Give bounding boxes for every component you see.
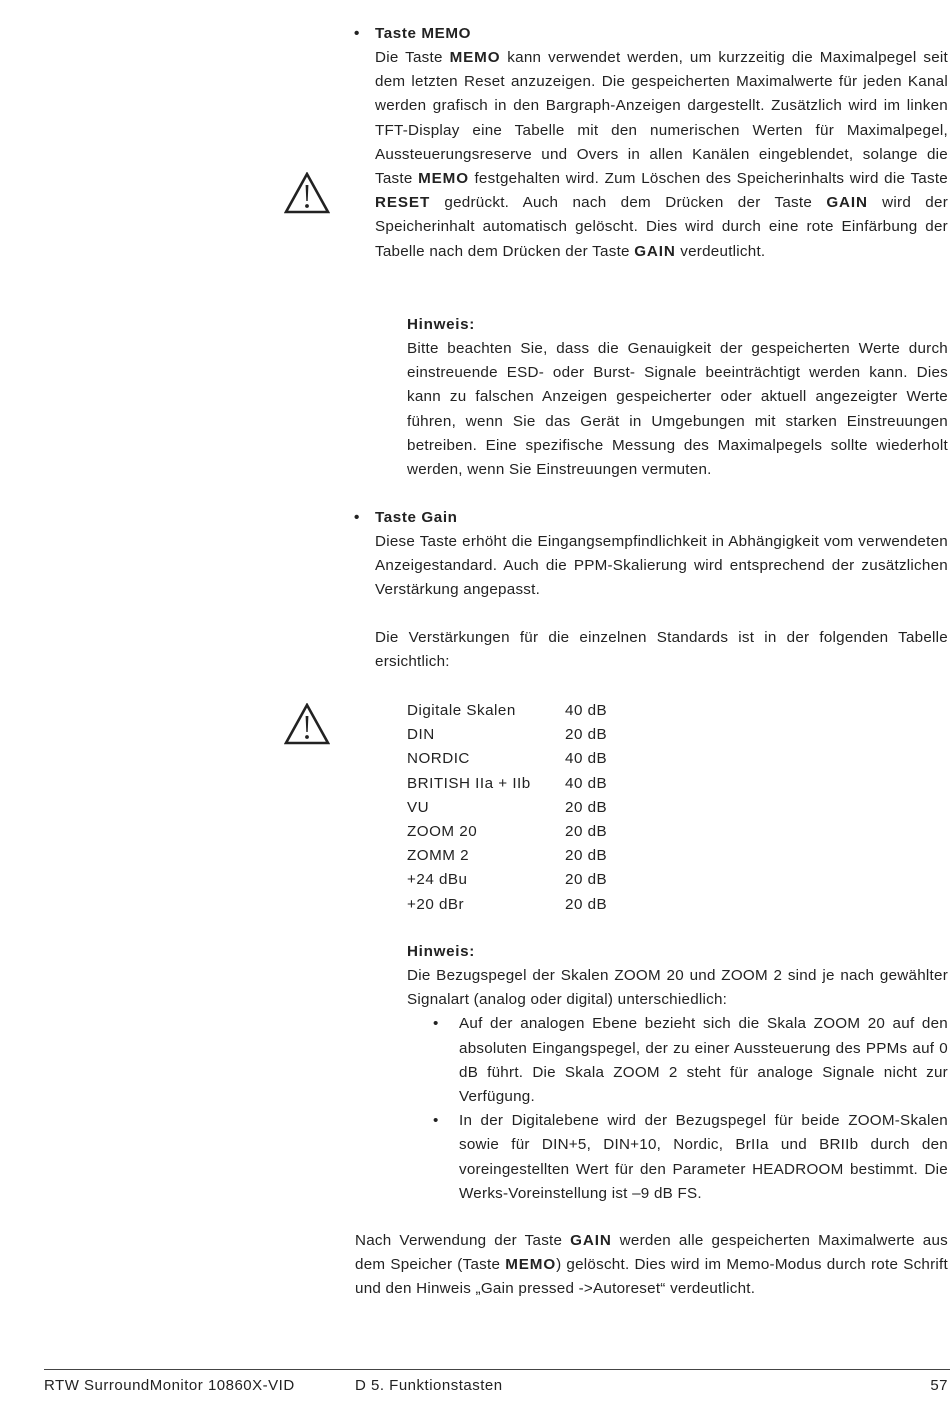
gain-table-block	[407, 699, 607, 917]
table-row	[407, 796, 607, 820]
bold-keyword: RESET	[375, 194, 431, 212]
table-row	[407, 844, 607, 868]
bullet-dot: •	[354, 509, 360, 526]
gain-heading	[354, 506, 948, 530]
standard-name: VU	[407, 798, 430, 816]
table-row	[407, 772, 607, 796]
table-row	[407, 723, 607, 747]
memo-note	[407, 313, 948, 482]
memo-note-text: Bitte beachten Sie, dass die Genauigkeit der gespeicherten Werte durch einstreuende ESD- oder Burst- Signale beeinträchtigt werden kann. Dies kann zu falschen Anzeigen gespeicherter oder aktuell angezeigter Werte führen, wenn Sie das Gerät in Umgebungen mit starken Einstreuungen betreiben. Eine spezifische Messung des Maximalpegels sollte wiederholt werden, wenn Sie Einstreuungen vermuten.	[407, 340, 948, 479]
warning-triangle-icon	[284, 703, 330, 745]
list-item	[407, 1109, 948, 1206]
gain-value: 40 dB	[565, 750, 608, 768]
closing-section	[355, 1229, 948, 1302]
gain-value: 40 dB	[565, 702, 608, 719]
gain-note-item-text: Auf der analogen Ebene bezieht sich die Skala ZOOM 20 auf den absoluten Eingangspegel, der zu einer Aussteuerung des PPMs auf 0 dB führt. Die Skala ZOOM 2 steht für analoge Signale nicht zur Verfügung.	[459, 1015, 948, 1106]
gain-value: 20 dB	[565, 823, 608, 841]
standard-name: ZOMM 2	[407, 847, 470, 865]
memo-section	[354, 22, 948, 264]
gain-value: 20 dB	[565, 871, 608, 889]
standard-name: DIN	[407, 726, 435, 744]
gain-paragraph-1: Diese Taste erhöht die Eingangsempfindlichkeit in Abhängigkeit vom verwendeten Anzeigestandard. Auch die PPM-Skalierung wird entsprechend der zusätzlichen Verstärkung angepasst.	[375, 533, 948, 599]
bold-keyword: GAIN	[634, 242, 676, 260]
gain-value: 20 dB	[565, 726, 608, 744]
memo-note-title: Hinweis:	[407, 316, 476, 333]
footer-rule	[44, 1369, 950, 1370]
bold-keyword: MEMO	[418, 170, 469, 188]
gain-note	[407, 940, 948, 1206]
standard-name: BRITISH IIa + IIb	[407, 774, 531, 792]
gain-paragraph-2-block	[375, 626, 948, 674]
table-row	[407, 699, 607, 723]
gain-value: 20 dB	[565, 895, 608, 913]
gain-paragraph-2: Die Verstärkungen für die einzelnen Standards ist in der folgenden Tabelle ersichtlich:	[375, 629, 948, 671]
table-row	[407, 868, 607, 892]
gain-note-list	[407, 1012, 948, 1206]
gain-note-item-text: In der Digitalebene wird der Bezugspegel für beide ZOOM-Skalen sowie für DIN+5, DIN+10, Nordic, BrIIa und BRIIb durch den voreingestellten Wert für den Parameter HEADROOM bestimmt. Die Werks-Voreinstellung ist –9 dB FS.	[459, 1112, 948, 1202]
gain-value: 20 dB	[565, 847, 608, 865]
bullet-dot: •	[433, 1015, 439, 1033]
gain-note-text: Die Bezugspegel der Skalen ZOOM 20 und ZOOM 2 sind je nach gewählter Signalart (analog oder digital) unterschiedlich:	[407, 967, 948, 1009]
gain-value: 20 dB	[565, 798, 608, 816]
memo-paragraph: Die Taste MEMO kann verwendet werden, um kurzzeitig die Maximalpegel seit dem letzten Reset anzuzeigen. Die gespeicherten Maximalwerte für jeden Kanal werden grafisch in den Bargraph-Anzeigen dargestellt. Zusätzlich wird im linken TFT-Display eine Tabelle mit den numerischen Werten für Maximalpegel, Aussteuerungsreserve und Overs in allen Kanälen eingeblendet, solange die Taste MEMO festgehalten wird. Zum Löschen des Speicherinhalts wird die Taste RESET gedrückt. Auch nach dem Drücken der Taste GAIN wird der Speicherinhalt automatisch gelöscht. Dies wird durch eine rote Einfärbung der Tabelle nach dem Drücken der Taste GAIN verdeutlicht.	[375, 49, 948, 260]
bold-keyword: MEMO	[449, 49, 501, 66]
memo-title: Taste MEMO	[375, 25, 472, 42]
bold-keyword: MEMO	[505, 1256, 557, 1274]
gain-title: Taste Gain	[375, 509, 458, 526]
footer-product: RTW SurroundMonitor 10860X-VID	[44, 1377, 295, 1394]
table-row	[407, 893, 607, 917]
standard-name: NORDIC	[407, 750, 470, 768]
bullet-dot: •	[354, 25, 360, 42]
gain-section	[354, 506, 948, 603]
warning-triangle-icon	[284, 172, 330, 214]
gain-value: 40 dB	[565, 774, 608, 792]
bold-keyword: GAIN	[826, 194, 868, 212]
page-number: 57	[930, 1377, 948, 1394]
memo-heading	[354, 22, 948, 46]
closing-paragraph: Nach Verwendung der Taste GAIN werden alle gespeicherten Maximalwerte aus dem Speicher (Taste MEMO) gelöscht. Dies wird im Memo-Modus durch rote Schrift und den Hinweis „Gain pressed ->Autoreset“ verdeutlicht.	[355, 1232, 948, 1298]
standard-name: +20 dBr	[407, 895, 465, 913]
table-row	[407, 820, 607, 844]
gain-note-title: Hinweis:	[407, 943, 476, 960]
bold-keyword: GAIN	[570, 1232, 612, 1249]
standard-name: +24 dBu	[407, 871, 468, 889]
list-item	[407, 1012, 948, 1109]
standard-name: ZOOM 20	[407, 823, 478, 841]
gain-table	[407, 699, 607, 917]
standard-name: Digitale Skalen	[407, 702, 516, 719]
table-row	[407, 747, 607, 771]
bullet-dot: •	[433, 1112, 439, 1130]
footer-section: D 5. Funktionstasten	[355, 1377, 503, 1394]
